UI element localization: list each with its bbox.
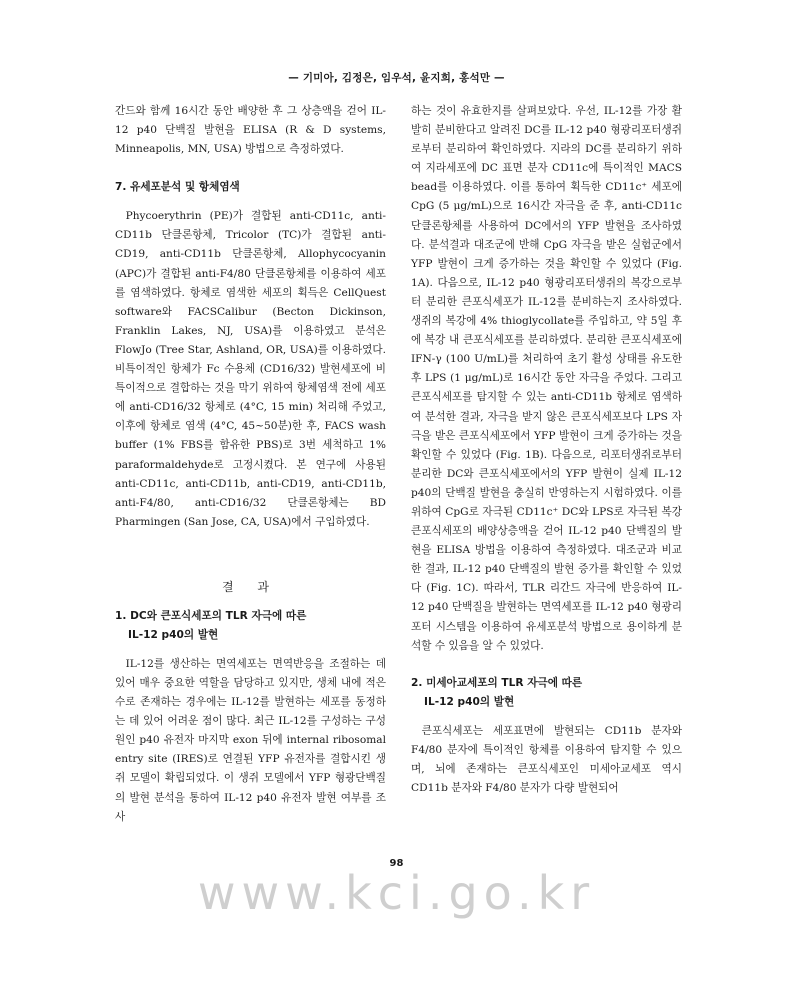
running-header: — 기미아, 김정은, 임우석, 윤지희, 홍석만 — (288, 72, 505, 84)
results-title: 결 과 (222, 579, 279, 594)
methods-paragraph-staining: Phycoerythrin (PE)가 결합된 anti-CD11c, anti-CD11b 단클론항체, Tricolor (TC)가 결합된 anti-CD19, anti-CD11b 단클론항체, Allophycocyanin (APC)가 결합된 anti-F4/80 단클론항체를 이용하여 세포를 염색하였다. 항체로 염색한 세포의 획득은 CellQuest software와 FACSCalibur (Becton Dickinson, Franklin Lakes, NJ, USA)를 이용하였고 분석은 FlowJo (Tree Star, Ashland, OR, USA)를 이용하였다. 비특이적인 항체가 Fc 수용체 (CD16/32) 발현세포에 비특이적으로 결합하는 것을 막기 위하여 항체염색 전에 세포에 anti-CD16/32 항체로 (4°C, 15 min) 처리해 주었고, 이후에 항체로 염색 (4°C, 45~50분)한 후, FACS wash buffer (1% FBS를 함유한 PBS)로 3번 세척하고 1% paraformaldehyde로 고정시켰다. 본 연구에 사용된 anti-CD11c, anti-CD11b, anti-CD19, anti-CD11b, anti-F4/80, anti-CD16/32 단클론항체는 BD Pharmingen (San Jose, CA, USA)에서 구입하였다. (115, 210, 386, 528)
watermark: www.kci.go.kr (197, 866, 596, 920)
results-paragraph-1-continued: 하는 것이 유효한지를 살펴보았다. 우선, IL-12를 가장 활발히 분비한다고 알려진 DC를 IL-12 p40 형광리포터생쥐로부터 분리하여 확인하였다. 지라의 DC를 분리하기 위하여 지라세포에 DC 표면 분자 CD11c에 특이적인 MACS bead를 이용하였다. 이를 통하여 획득한 CD11c⁺ 세포에 CpG (5 μg/mL)으로 16시간 자극을 준 후, anti-CD11c 단클론항체를 사용하여 DC에서의 YFP 발현을 조사하였다. 분석결과 대조군에 반해 CpG 자극을 받은 실험군에서 YFP 발현이 크게 증가하는 것을 확인할 수 있었다 (Fig. 1A). 다음으로, IL-12 p40 형광리포터생쥐의 복강으로부터 분리한 큰포식세포가 IL-12를 분비하는지 조사하였다. 생쥐의 복강에 4% thioglycollate를 주입하고, 약 5일 후에 복강 내 큰포식세포를 분리하였다. 분리한 큰포식세포에 IFN-γ (100 U/mL)를 처리하여 초기 활성 상태를 유도한 후 LPS (1 μg/mL)로 16시간 동안 자극을 주었다. 그리고 큰포식세포를 탐지할 수 있는 anti-CD11b 항체로 염색하여 분석한 결과, 자극을 받지 않은 큰포식세포보다 LPS 자극을 받은 큰포식세포에서 YFP 발현이 크게 증가하는 것을 확인할 수 있었다 (Fig. 1B). 다음으로, 리포터생쥐로부터 분리한 DC와 큰포식세포에서의 YFP 발현이 실제 IL-12 p40의 단백질 발현을 충실히 반영하는지 시험하였다. 이를 위하여 CpG로 자극된 CD11c⁺ DC와 LPS로 자극된 복강 큰포식세포의 배양상층액을 걷어 IL-12 p40 단백질의 발현을 ELISA 방법을 이용하여 측정하였다. 대조군과 비교한 결과, IL-12 p40 단백질의 발현 증가를 확인할 수 있었다 (Fig. 1C). 따라서, TLR 리간드 자극에 반응하여 IL-12 p40 단백질을 발현하는 면역세포를 IL-12 p40 형광리포터 시스템을 이용하여 유세포분석 방법으로 용이하게 분석할 수 있음을 알 수 있었다. (411, 105, 682, 652)
results-paragraph-1: IL-12를 생산하는 면역세포는 면역반응을 조절하는 데 있어 매우 중요한 역할을 담당하고 있지만, 생체 내에 적은 수로 존재하는 경우에는 IL-12를 발현하는 세포를 동정하는 데 있어 어려운 점이 많다. 최근 IL-12를 구성하는 구성원인 p40 유전자 마지막 exon 뒤에 internal ribosomal entry site (IRES)로 연결된 YFP 유전자를 결합시킨 생쥐 모델이 확립되었다. 이 생쥐 모델에서 YFP 형광단백질의 발현 분석을 통하여 IL-12 p40 유전자 발현 여부를 조사 (115, 657, 386, 823)
left-column (115, 102, 386, 827)
results-paragraph-2: 큰포식세포는 세포표면에 발현되는 CD11b 분자와 F4/80 분자에 특이적인 항체를 이용하여 탐지할 수 있으며, 뇌에 존재하는 큰포식세포인 미세아교세포 역시 CD11b 분자와 F4/80 분자가 다량 발현되어 (411, 724, 682, 794)
results-heading-1 (115, 607, 386, 645)
section-heading-flow-cytometry: 7. 유세포분석 및 항체염색 (115, 181, 240, 194)
page-number: 98 (389, 858, 404, 869)
right-column (411, 102, 682, 798)
results-heading-2 (411, 674, 682, 712)
results-heading-2-line1: 2. 미세아교세포의 TLR 자극에 따른 (411, 676, 583, 689)
results-heading-2-line2: IL-12 p40의 발현 (424, 695, 515, 708)
results-heading-1-line1: 1. DC와 큰포식세포의 TLR 자극에 따른 (115, 609, 307, 622)
results-heading-1-line2: IL-12 p40의 발현 (128, 628, 219, 641)
methods-paragraph-elisa: 간드와 함께 16시간 동안 배양한 후 그 상층액을 걷어 IL-12 p40 단백질 발현을 ELISA (R & D systems, Minneapolis, MN, USA) 방법으로 측정하였다. (115, 105, 386, 156)
